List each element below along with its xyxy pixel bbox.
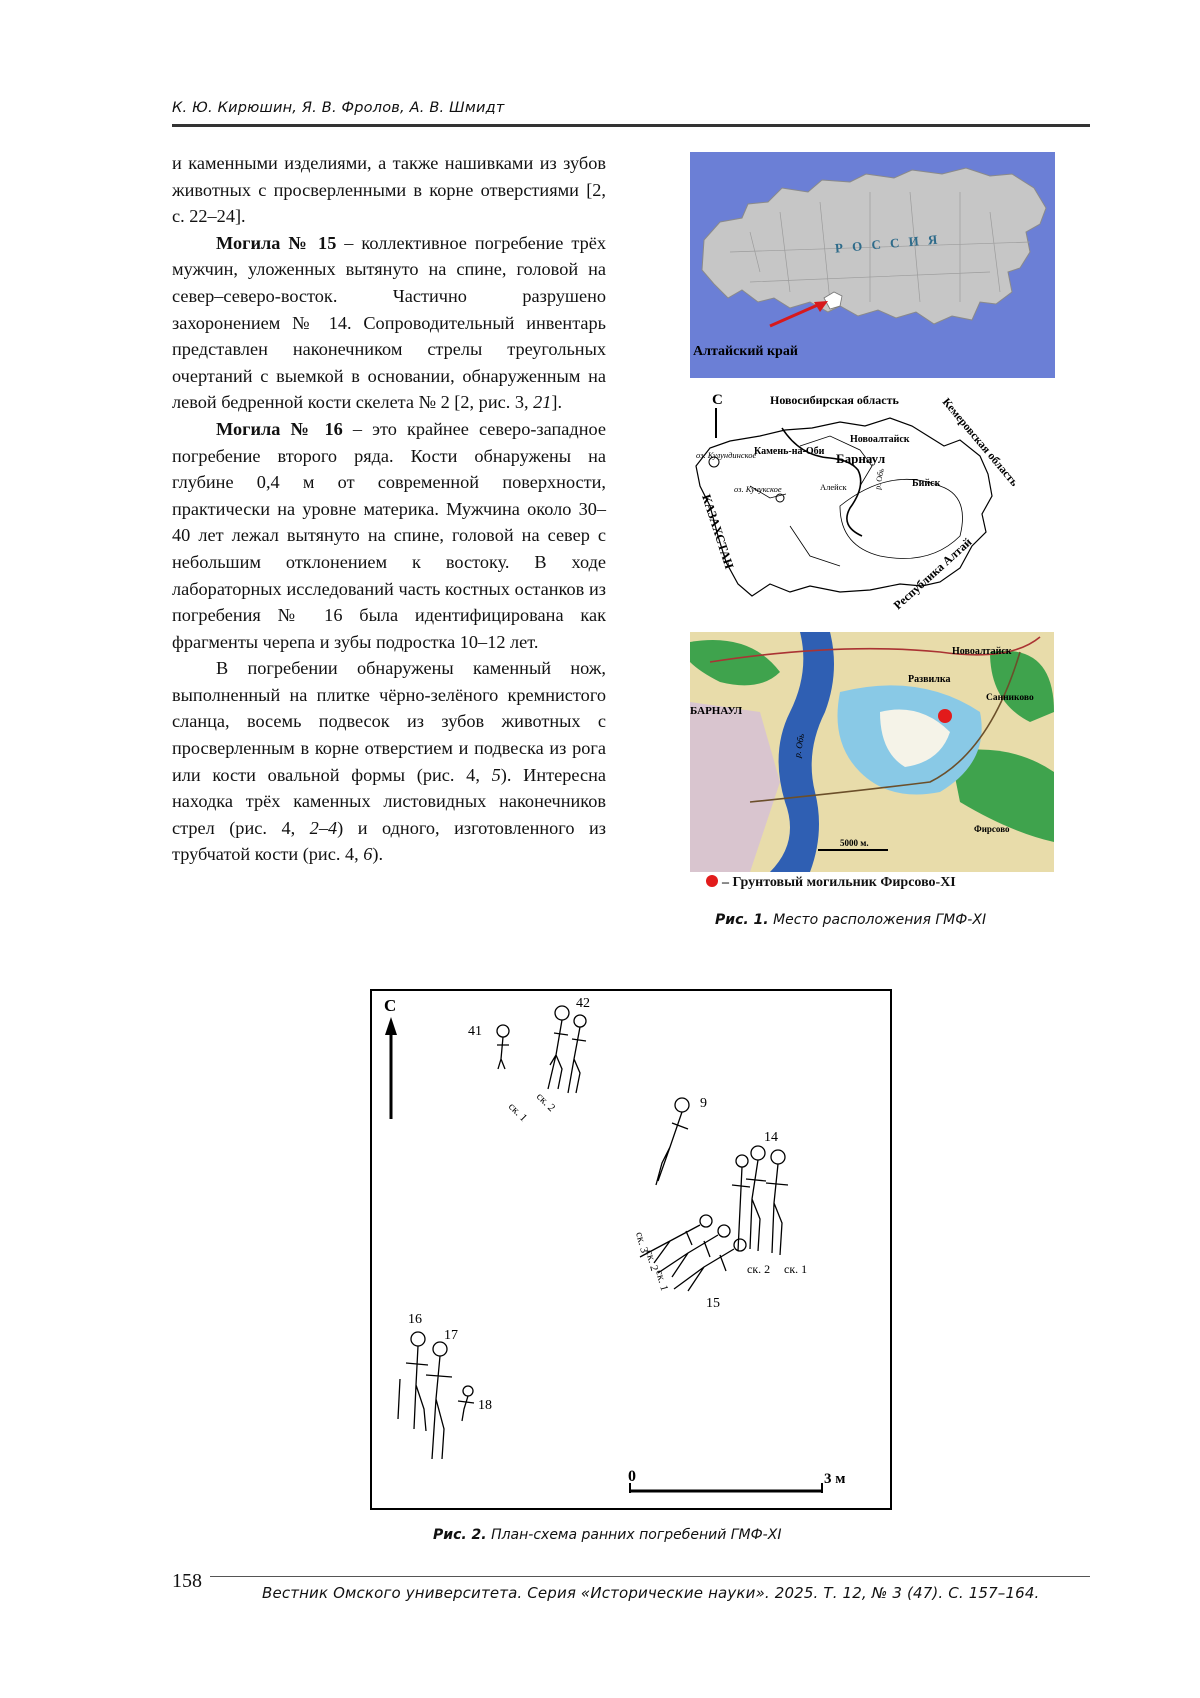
- label-14: 14: [764, 1130, 778, 1145]
- label-sk1-15: ск. 1: [653, 1268, 671, 1293]
- paragraph-1: и каменными изделиями, а также нашивками из зубов животных с просверленными в корне отверстиями [2, с. 22–24].: [172, 153, 606, 227]
- legend-text: – Грунтовый могильник Фирсово-XI: [722, 875, 956, 890]
- paragraph-2-end: ].: [551, 392, 563, 413]
- novoaltaysk-label: Новоалтайск: [850, 434, 910, 445]
- map-scale-label: 5000 м.: [840, 838, 869, 848]
- barnaul-label: Барнаул: [836, 451, 886, 466]
- label-41: 41: [468, 1024, 482, 1039]
- label-17: 17: [444, 1328, 458, 1343]
- paragraph-4-text-c: ) и одного, изготовленного из трубчатой кости (рис. 4,: [172, 817, 606, 865]
- kazakhstan-label: КАЗАХСТАН: [699, 492, 737, 571]
- figure-2-caption-text: План-схема ранних погребений ГМФ-XI: [486, 1527, 782, 1543]
- altai-republic-label: Республика Алтай: [890, 534, 975, 613]
- footer-rule: [210, 1576, 1090, 1577]
- label-sk2-15: ск. 2: [643, 1248, 661, 1273]
- map-ob-label: р. Обь: [792, 732, 807, 759]
- label-sk1-14: ск. 1: [784, 1262, 808, 1276]
- paragraph-4-italic-3: 6: [363, 844, 373, 865]
- kamen-label: Камень-на-Оби: [754, 446, 825, 457]
- map-sannikovo-label: Санниково: [986, 693, 1034, 703]
- plan-north-label: С: [384, 996, 397, 1015]
- label-sk3-15: ск. 3: [633, 1230, 651, 1255]
- paragraph-4-italic-2: 2–4: [309, 817, 338, 838]
- site-legend-dot: [706, 875, 718, 887]
- paragraph-4-italic-1: 5: [491, 764, 501, 785]
- label-15: 15: [706, 1296, 720, 1311]
- label-16: 16: [408, 1312, 422, 1327]
- figure-2-caption: [433, 1527, 781, 1543]
- plan-frame: [371, 990, 891, 1509]
- running-header: К. Ю. Кирюшин, Я. В. Фролов, А. В. Шмидт: [172, 100, 505, 116]
- kuchuk-label: оз. Кучукское: [734, 484, 782, 494]
- figure-1-caption: [715, 912, 986, 928]
- page-number: 158: [172, 1570, 202, 1592]
- paragraph-4-text-a: В погребении обнаружены каменный нож, выполненный на плитке чёрно-зелёного кремнистого сланца, восемь подвесок из зубов животных с просверленным в корне отверстием и подвеска из рога или кости овальной формы (рис. 4,: [172, 658, 606, 785]
- altai-krai-label: Алтайский край: [693, 344, 798, 359]
- figure-1-legend: [706, 875, 956, 891]
- biysk-label: Бийск: [912, 478, 941, 489]
- grave-16-heading: Могила № 16: [216, 418, 343, 439]
- journal-footer: Вестник Омского университета. Серия «Исторические науки». 2025. Т. 12, № 3 (47). С. 157–164.: [262, 1584, 1040, 1602]
- local-topographic-map: [690, 632, 1054, 872]
- paragraph-2-italic: 21: [533, 392, 552, 413]
- figure-2-caption-label: Рис. 2.: [433, 1527, 487, 1543]
- map-firsovo-label: Фирсово: [974, 824, 1010, 834]
- russia-overview-map: [690, 152, 1055, 378]
- site-marker: [938, 709, 952, 723]
- paragraph-4-text-d: ).: [372, 844, 384, 865]
- header-rule: [172, 124, 1090, 127]
- figure-1-caption-label: Рис. 1.: [715, 912, 769, 928]
- burial-plan: [370, 989, 892, 1510]
- paragraph-3: [172, 416, 606, 655]
- russia-label: Р О С С И Я: [834, 231, 941, 256]
- paragraph-3-text: – это крайнее северо-западное погребение второго ряда. Кости обнаружены на глубине 0,4 м от современной поверхности, практически на уровне материка. Мужчина около 30–40 лет лежал вытянуто на спине, головой на север с небольшим отклонением к востоку. В ходе лабораторных исследований часть костных останков из погребения № 16 была идентифицирована как фрагменты черепа и зубы подростка 10–12 лет.: [172, 418, 606, 652]
- paragraph-4-text-b: ). Интересна находка трёх каменных листовидных наконечников стрел (рис. 4,: [172, 764, 606, 838]
- label-18: 18: [478, 1398, 492, 1413]
- label-sk2-42: ск. 2: [533, 1090, 558, 1115]
- label-42: 42: [576, 996, 590, 1011]
- label-sk2-14: ск. 2: [747, 1262, 771, 1276]
- figure-1-caption-text: Место расположения ГМФ-XI: [768, 912, 987, 928]
- altai-region-map: [690, 386, 1053, 618]
- novosibirsk-label: Новосибирская область: [770, 393, 899, 407]
- map-novoaltaysk-label: Новоалтайск: [952, 646, 1012, 657]
- label-sk1-42: ск. 1: [505, 1100, 530, 1125]
- map-razvilka-label: Развилка: [908, 674, 951, 685]
- aleysk-label: Алейск: [820, 482, 847, 492]
- kemerovo-label: Кемеровская область: [939, 396, 1021, 489]
- label-9: 9: [700, 1096, 707, 1111]
- kulunda-label: оз. Кулундинское: [696, 450, 757, 460]
- scale-3m-label: 3 м: [824, 1471, 846, 1487]
- body-text: [172, 150, 606, 868]
- scale-zero-label: 0: [628, 1468, 636, 1485]
- paragraph-2: [172, 230, 606, 416]
- paragraph-2-text: – коллективное погребение трёх мужчин, уложенных вытянуто на спине, головой на север–северо-восток. Частично разрушено захоронением № 14. Сопроводительный инвентарь представлен наконечником стрелы треугольных очертаний с выемкой в основании, обнаруженным на левой бедренной кости скелета № 2 [2, рис. 3,: [172, 232, 606, 413]
- grave-15-heading: Могила № 15: [216, 232, 337, 253]
- north-label: С: [712, 392, 723, 408]
- ob-label: р. Обь: [873, 467, 886, 491]
- paragraph-4: [172, 655, 606, 868]
- map-barnaul-label: БАРНАУЛ: [690, 705, 743, 717]
